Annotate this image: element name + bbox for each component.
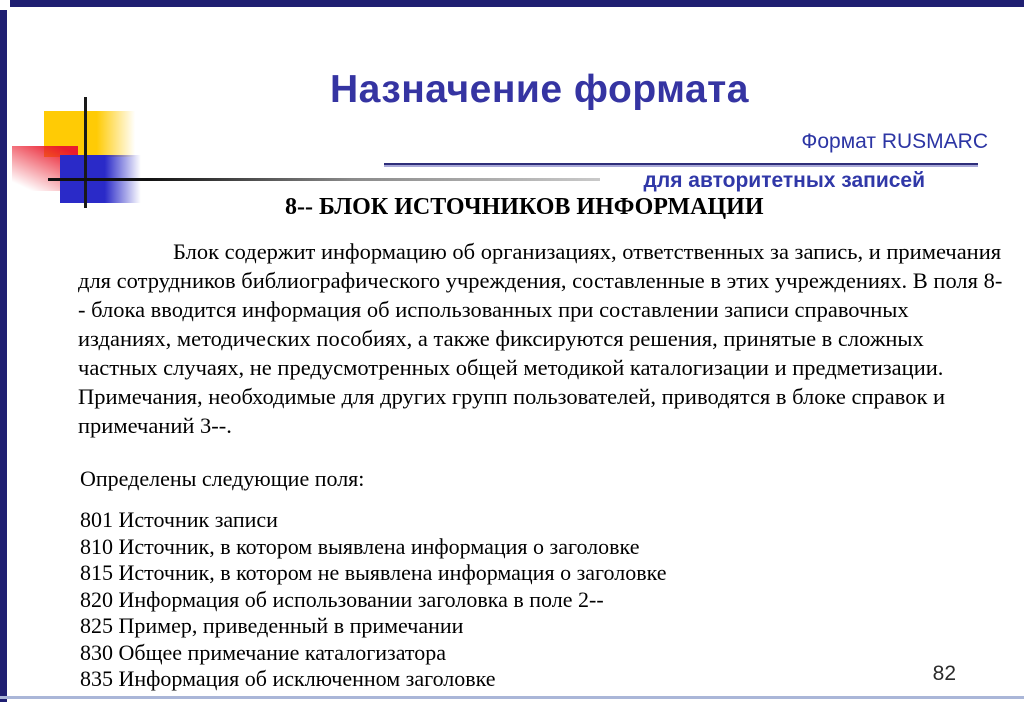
body-paragraph: Блок содержит информацию об организациях, ответственных за запись, и примечания для сотрудников библиографического учреждения, составленные в этих учреждениях. В поля 8-- блока вводится информация об использованных при составлении записи справочных изданиях, методических пособиях, а также фиксируются решения, принятые в сложных частных случаях, не предусмотренных общей методикой каталогизации и предметизации. Примечания, необходимые для других групп пользователей, приводятся в блоке справок и примечаний 3--. <box>78 239 1003 438</box>
fields-intro: Определены следующие поля: <box>80 466 365 491</box>
field-list-item: 815 Источник, в котором не выявлена информация о заголовке <box>80 560 667 585</box>
logo-vertical-line <box>84 97 87 208</box>
title-underline-rule <box>48 178 600 181</box>
subtitle-format-rusmarc: Формат RUSMARC <box>801 130 988 153</box>
field-list-item: 810 Источник, в котором выявлена информация о заголовке <box>80 533 640 559</box>
field-list-item: 820 Информация об использовании заголовка в поле 2-- <box>80 586 604 612</box>
subtitle-divider-line <box>384 163 978 167</box>
field-list-item: 830 Общее примечание каталогизатора <box>80 639 447 665</box>
fields-list <box>80 507 667 693</box>
field-list-item: 801 Источник записи <box>80 507 278 532</box>
section-heading: 8-- БЛОК ИСТОЧНИКОВ ИНФОРМАЦИИ <box>285 194 764 220</box>
slide-title: Назначение формата <box>330 68 749 111</box>
slide-left-border <box>0 10 7 702</box>
field-list-item: 835 Информация об исключенном заголовке <box>80 666 496 691</box>
subtitle-authority-records: для авторитетных записей <box>643 169 925 192</box>
page-number: 82 <box>932 662 956 685</box>
slide-top-border <box>10 0 1024 7</box>
slide-bottom-rule <box>0 696 1024 699</box>
field-list-item: 825 Пример, приведенный в примечании <box>80 613 464 638</box>
